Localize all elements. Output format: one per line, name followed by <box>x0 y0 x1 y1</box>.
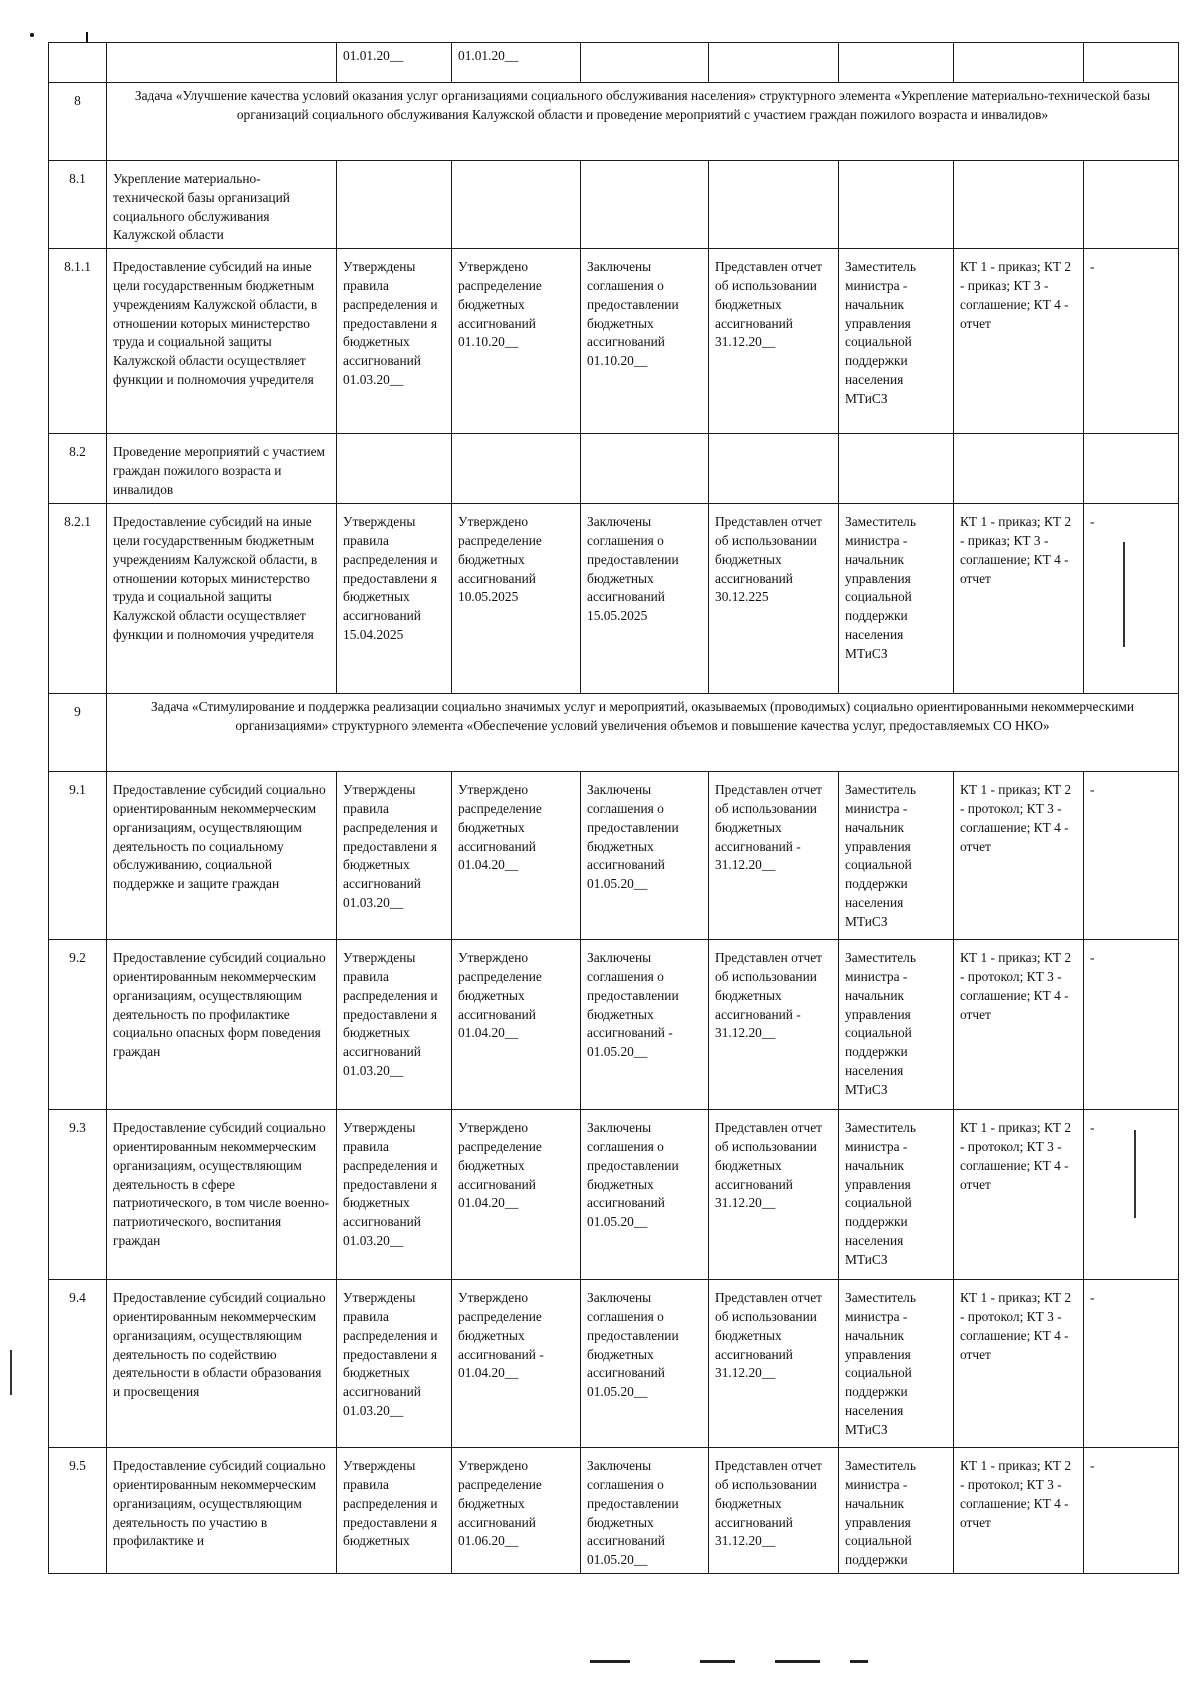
note: - <box>1084 772 1179 940</box>
cell <box>49 43 107 83</box>
responsible: Заместитель министра - начальник управления социальной поддержки населения МТиСЗ <box>839 504 954 694</box>
control-point-3: Заключены соглашения о предоставлении бюджетных ассигнований 01.05.20__ <box>581 1110 709 1280</box>
control-point-1: Утверждены правила распределения и предоставлени я бюджетных ассигнований 01.03.20__ <box>337 249 452 434</box>
pen-mark <box>10 1350 12 1395</box>
task-text: Задача «Стимулирование и поддержка реализации социально значимых услуг и мероприятий, оказываемых (проводимых) социально ориентированными некоммерческими организациями» структурного элемента «Обеспечение условий увеличения объемов и повышение качества услуг, предоставляемых СО НКО» <box>107 694 1179 772</box>
documents: КТ 1 - приказ; КТ 2 - приказ; КТ 3 - соглашение; КТ 4 - отчет <box>954 504 1084 694</box>
row-number: 9.5 <box>49 1448 107 1574</box>
cell <box>839 161 954 249</box>
responsible: Заместитель министра - начальник управления социальной поддержки населения МТиСЗ <box>839 940 954 1110</box>
event-name: Проведение мероприятий с участием граждан пожилого возраста и инвалидов <box>107 434 337 504</box>
row-number: 9.3 <box>49 1110 107 1280</box>
task-text: Задача «Улучшение качества условий оказания услуг организациями социального обслуживания населения» структурного элемента «Укрепление материально-технической базы организаций социального обслуживания Калужской области и проведение мероприятий с участием граждан пожилого возраста и инвалидов» <box>107 83 1179 161</box>
note: - <box>1084 249 1179 434</box>
control-point-1: Утверждены правила распределения и предоставлени я бюджетных ассигнований 15.04.2025 <box>337 504 452 694</box>
cell <box>1084 434 1179 504</box>
scan-mark <box>850 1660 868 1663</box>
cell <box>1084 161 1179 249</box>
note: - <box>1084 940 1179 1110</box>
control-point-4: Представлен отчет об использовании бюджетных ассигнований 31.12.20__ <box>709 1110 839 1280</box>
table-row <box>49 249 1179 434</box>
pen-mark <box>1134 1130 1136 1218</box>
control-point-4: Представлен отчет об использовании бюджетных ассигнований 31.12.20__ <box>709 1448 839 1574</box>
cell <box>954 161 1084 249</box>
cell <box>452 161 581 249</box>
cell <box>337 434 452 504</box>
cell <box>581 161 709 249</box>
control-point-4: Представлен отчет об использовании бюджетных ассигнований 31.12.20__ <box>709 249 839 434</box>
table-row <box>49 43 1179 83</box>
responsible: Заместитель министра - начальник управления социальной поддержки населения МТиСЗ <box>839 249 954 434</box>
control-point-2: Утверждено распределение бюджетных ассигнований 01.04.20__ <box>452 1110 581 1280</box>
documents: КТ 1 - приказ; КТ 2 - протокол; КТ 3 - соглашение; КТ 4 - отчет <box>954 772 1084 940</box>
cell <box>452 434 581 504</box>
cell <box>839 43 954 83</box>
event-name: Предоставление субсидий на иные цели государственным бюджетным учреждениям Калужской области, в отношении которых министерство труда и социальной защиты Калужской области осуществляет функции и полномочия учредителя <box>107 249 337 434</box>
event-name: Предоставление субсидий социально ориентированным некоммерческим организациям, осуществляющим деятельность по содействию деятельности в области образования и просвещения <box>107 1280 337 1448</box>
cell <box>581 43 709 83</box>
cell <box>337 161 452 249</box>
cell <box>839 434 954 504</box>
cell: 01.01.20__ <box>337 43 452 83</box>
cell <box>1084 43 1179 83</box>
responsible: Заместитель министра - начальник управления социальной поддержки населения МТиСЗ <box>839 1110 954 1280</box>
cell <box>954 43 1084 83</box>
documents: КТ 1 - приказ; КТ 2 - протокол; КТ 3 - соглашение; КТ 4 - отчет <box>954 1448 1084 1574</box>
task-row <box>49 83 1179 161</box>
scan-mark <box>590 1660 630 1663</box>
scan-mark <box>30 33 34 37</box>
note: - <box>1084 504 1179 694</box>
control-point-3: Заключены соглашения о предоставлении бюджетных ассигнований 01.05.20__ <box>581 1280 709 1448</box>
table-row <box>49 1280 1179 1448</box>
table-row <box>49 434 1179 504</box>
control-point-1: Утверждены правила распределения и предоставлени я бюджетных ассигнований 01.03.20__ <box>337 1280 452 1448</box>
control-point-4: Представлен отчет об использовании бюджетных ассигнований 30.12.225 <box>709 504 839 694</box>
event-name: Укрепление материально-технической базы организаций социального обслуживания Калужской области <box>107 161 337 249</box>
control-point-1: Утверждены правила распределения и предоставлени я бюджетных ассигнований 01.03.20__ <box>337 1110 452 1280</box>
event-name: Предоставление субсидий социально ориентированным некоммерческим организациям, осуществляющим деятельность по социальному обслуживанию, социальной поддержке и защите граждан <box>107 772 337 940</box>
responsible: Заместитель министра - начальник управления социальной поддержки <box>839 1448 954 1574</box>
control-point-1: Утверждены правила распределения и предоставлени я бюджетных <box>337 1448 452 1574</box>
plan-table <box>48 42 1179 1574</box>
row-number: 9.1 <box>49 772 107 940</box>
row-number: 8.2 <box>49 434 107 504</box>
event-name: Предоставление субсидий социально ориентированным некоммерческим организациям, осуществляющим деятельность по профилактике социально опасных форм поведения граждан <box>107 940 337 1110</box>
control-point-3: Заключены соглашения о предоставлении бюджетных ассигнований 01.05.20__ <box>581 1448 709 1574</box>
table-row <box>49 1110 1179 1280</box>
note: - <box>1084 1110 1179 1280</box>
scan-mark <box>700 1660 735 1663</box>
event-name: Предоставление субсидий социально ориентированным некоммерческим организациям, осуществляющим деятельность по участию в профилактике и <box>107 1448 337 1574</box>
documents: КТ 1 - приказ; КТ 2 - протокол; КТ 3 - соглашение; КТ 4 - отчет <box>954 1280 1084 1448</box>
cell <box>954 434 1084 504</box>
control-point-2: Утверждено распределение бюджетных ассигнований 01.04.20__ <box>452 772 581 940</box>
row-number: 9.4 <box>49 1280 107 1448</box>
note: - <box>1084 1448 1179 1574</box>
note: - <box>1084 1280 1179 1448</box>
table-row <box>49 161 1179 249</box>
cell <box>581 434 709 504</box>
row-number: 8 <box>49 83 107 161</box>
cell <box>709 161 839 249</box>
cell <box>709 43 839 83</box>
row-number: 8.1.1 <box>49 249 107 434</box>
row-number: 8.2.1 <box>49 504 107 694</box>
scan-mark <box>775 1660 820 1663</box>
table-row <box>49 504 1179 694</box>
row-number: 8.1 <box>49 161 107 249</box>
responsible: Заместитель министра - начальник управления социальной поддержки населения МТиСЗ <box>839 1280 954 1448</box>
row-number: 9 <box>49 694 107 772</box>
table-row <box>49 1448 1179 1574</box>
control-point-4: Представлен отчет об использовании бюджетных ассигнований - 31.12.20__ <box>709 772 839 940</box>
task-row <box>49 694 1179 772</box>
table-row <box>49 940 1179 1110</box>
control-point-2: Утверждено распределение бюджетных ассигнований 01.10.20__ <box>452 249 581 434</box>
row-number: 9.2 <box>49 940 107 1110</box>
control-point-4: Представлен отчет об использовании бюджетных ассигнований 31.12.20__ <box>709 1280 839 1448</box>
control-point-2: Утверждено распределение бюджетных ассигнований 10.05.2025 <box>452 504 581 694</box>
table-row <box>49 772 1179 940</box>
control-point-2: Утверждено распределение бюджетных ассигнований - 01.04.20__ <box>452 1280 581 1448</box>
cell <box>107 43 337 83</box>
control-point-3: Заключены соглашения о предоставлении бюджетных ассигнований - 01.05.20__ <box>581 940 709 1110</box>
control-point-2: Утверждено распределение бюджетных ассигнований 01.04.20__ <box>452 940 581 1110</box>
documents: КТ 1 - приказ; КТ 2 - протокол; КТ 3 - соглашение; КТ 4 - отчет <box>954 940 1084 1110</box>
documents: КТ 1 - приказ; КТ 2 - протокол; КТ 3 - соглашение; КТ 4 - отчет <box>954 1110 1084 1280</box>
pen-mark <box>1123 542 1125 647</box>
control-point-3: Заключены соглашения о предоставлении бюджетных ассигнований 15.05.2025 <box>581 504 709 694</box>
responsible: Заместитель министра - начальник управления социальной поддержки населения МТиСЗ <box>839 772 954 940</box>
control-point-3: Заключены соглашения о предоставлении бюджетных ассигнований 01.10.20__ <box>581 249 709 434</box>
documents: КТ 1 - приказ; КТ 2 - приказ; КТ 3 - соглашение; КТ 4 - отчет <box>954 249 1084 434</box>
event-name: Предоставление субсидий социально ориентированным некоммерческим организациям, осуществляющим деятельность в сфере патриотического, в том числе военно-патриотического, воспитания граждан <box>107 1110 337 1280</box>
control-point-1: Утверждены правила распределения и предоставлени я бюджетных ассигнований 01.03.20__ <box>337 940 452 1110</box>
cell: 01.01.20__ <box>452 43 581 83</box>
event-name: Предоставление субсидий на иные цели государственным бюджетным учреждениям Калужской области, в отношении которых министерство труда и социальной защиты Калужской области осуществляет функции и полномочия учредителя <box>107 504 337 694</box>
scan-mark <box>86 32 88 42</box>
control-point-2: Утверждено распределение бюджетных ассигнований 01.06.20__ <box>452 1448 581 1574</box>
cell <box>709 434 839 504</box>
control-point-1: Утверждены правила распределения и предоставлени я бюджетных ассигнований 01.03.20__ <box>337 772 452 940</box>
control-point-4: Представлен отчет об использовании бюджетных ассигнований - 31.12.20__ <box>709 940 839 1110</box>
control-point-3: Заключены соглашения о предоставлении бюджетных ассигнований 01.05.20__ <box>581 772 709 940</box>
